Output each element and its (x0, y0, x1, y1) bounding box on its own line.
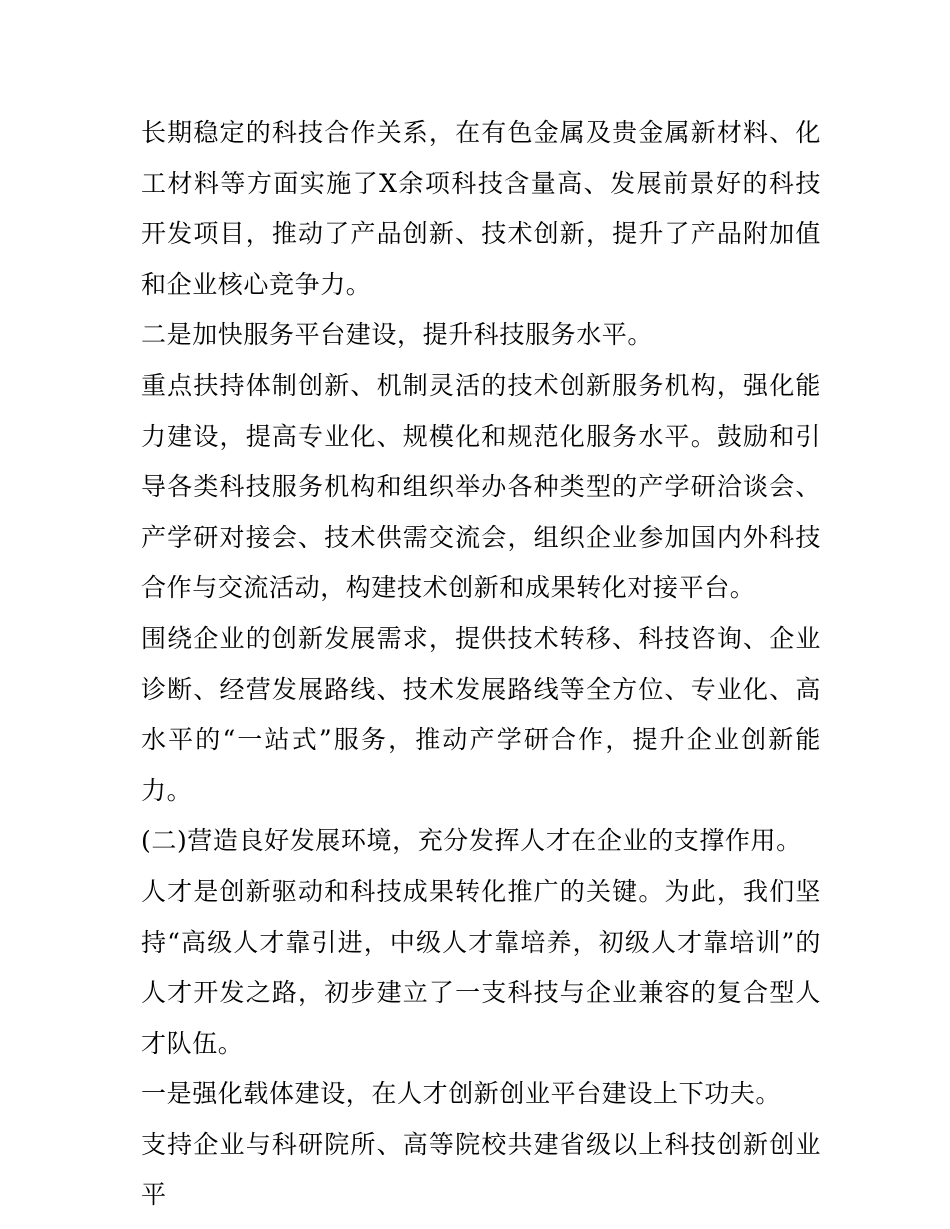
paragraph-8: 支持企业与科研院所、高等院校共建省级以上科技创新创业平 (141, 1129, 821, 1210)
paragraph-5-heading: (二)营造良好发展环境，充分发挥人才在企业的支撑作用。 (141, 826, 802, 856)
paragraph-6: 人才是创新驱动和科技成果转化推广的关键。为此，我们坚持“高级人才靠引进，中级人才靠培养，初级人才靠培训”的人才开发之路，初步建立了一支科技与企业兼容的复合型人才队伍。 (141, 876, 821, 1058)
paragraph-1: 长期稳定的科技合作关系，在有色金属及贵金属新材料、化工材料等方面实施了X余项科技含量高、发展前景好的科技开发项目，推动了产品创新、技术创新，提升了产品附加值和企业核心竞争力。 (141, 118, 821, 299)
paragraph-3: 重点扶持体制创新、机制灵活的技术创新服务机构，强化能力建设，提高专业化、规模化和规范化服务水平。鼓励和引导各类科技服务机构和组织举办各种类型的产学研洽谈会、产学研对接会、技术供需交流会，组织企业参加国内外科技合作与交流活动，构建技术创新和成果转化对接平台。 (141, 370, 821, 603)
document-body (141, 108, 821, 1221)
paragraph-4: 围绕企业的创新发展需求，提供技术转移、科技咨询、企业诊断、经营发展路线、技术发展路线等全方位、专业化、高水平的“一站式”服务，推动产学研合作，提升企业创新能力。 (141, 623, 821, 805)
paragraph-2-heading: 二是加快服务平台建设，提升科技服务水平。 (141, 320, 654, 350)
paragraph-7-heading: 一是强化载体建设，在人才创新创业平台建设上下功夫。 (141, 1079, 782, 1109)
